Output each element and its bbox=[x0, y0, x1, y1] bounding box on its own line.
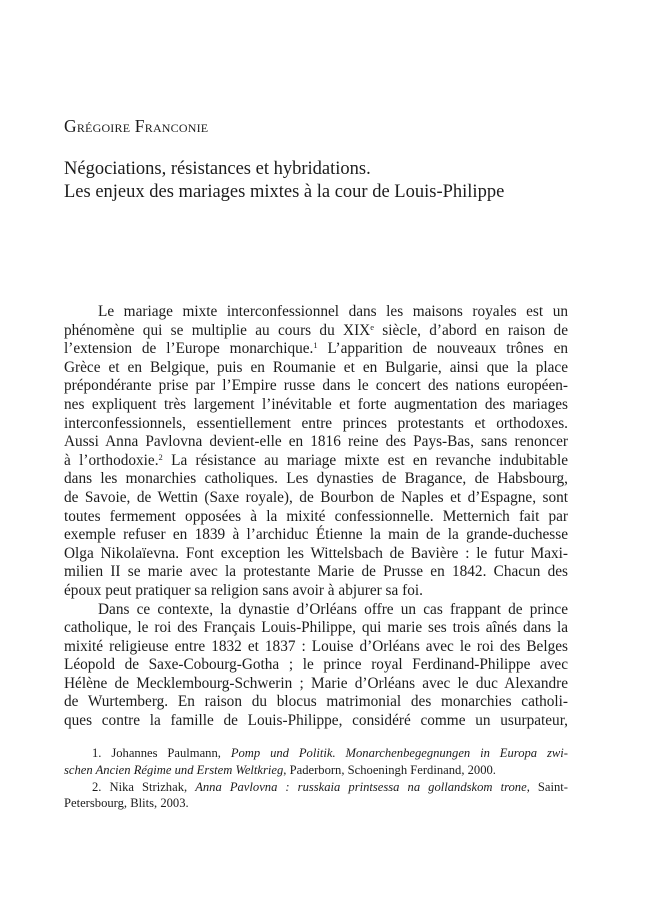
text-line: phénomène qui se multiplie au cours du XIXe siècle, d’abord en raison de bbox=[64, 321, 568, 339]
text-line: Dans ce contexte, la dynastie d’Orléans offre un cas frappant de prince bbox=[98, 600, 568, 618]
text-line: nes expliquent très largement l’inévitable et forte augmentation des mariages bbox=[64, 395, 568, 413]
footnote-1-cont: schen Ancien Régime und Erstem Weltkrieg, Paderborn, Schoeningh Ferdinand, 2000. bbox=[64, 762, 496, 777]
title-line-2: Les enjeux des mariages mixtes à la cour de Louis-Philippe bbox=[64, 182, 505, 202]
text-line: toutes fermement opposées à la mixité confessionnelle. Metternich fait par bbox=[64, 507, 568, 525]
footnote-2-cont: Petersbourg, Blits, 2003. bbox=[64, 796, 189, 811]
text-line: Grèce et en Belgique, puis en Roumanie et en Bulgarie, ainsi que la place bbox=[64, 358, 568, 376]
footnote-1: 1. Johannes Paulmann, Pomp und Politik. Monarchenbegegnungen in Europa zwi- bbox=[92, 746, 568, 760]
text-line: catholique, le roi des Français Louis-Philippe, qui marie ses trois aînés dans la bbox=[64, 619, 568, 637]
text-line: de Wurtemberg. En raison du blocus matrimonial des monarchies catholi- bbox=[64, 693, 568, 711]
text-line: Léopold de Saxe-Cobourg-Gotha ; le prince royal Ferdinand-Philippe avec bbox=[64, 656, 568, 674]
title-line-1: Négociations, résistances et hybridations. bbox=[64, 159, 371, 179]
superscript: e bbox=[370, 321, 374, 332]
footnotes bbox=[64, 745, 568, 812]
text-line: Hélène de Mecklembourg-Schwerin ; Marie d’Orléans avec le duc Alexandre bbox=[64, 674, 568, 692]
text-line: à l’orthodoxie.$^2$ La résistance au mariage mixte est en revanche indubitable bbox=[64, 451, 568, 469]
chapter-title bbox=[64, 158, 594, 204]
text-line: exemple refuser en 1839 à l’archiduc Étienne la main de la grande-duchesse bbox=[64, 526, 568, 544]
text-line: de Savoie, de Wettin (Saxe royale), de Bourbon de Naples et d’Espagne, sont bbox=[64, 488, 568, 506]
footnote-ref-2[interactable]: 2 bbox=[158, 451, 163, 462]
text-line: interconfessionnels, essentiellement entre princes protestants et orthodoxes. bbox=[64, 414, 568, 432]
text-line: ques contre la famille de Louis-Philippe, considéré comme un usurpateur, bbox=[64, 712, 568, 730]
text-line: Le mariage mixte interconfessionnel dans les maisons royales est un bbox=[98, 303, 568, 320]
text-line: Aussi Anna Pavlovna devient-elle en 1816 reine des Pays-Bas, sans renoncer bbox=[64, 433, 568, 451]
footnote-ref-1[interactable]: 1 bbox=[313, 340, 318, 351]
text-line: mixité religieuse entre 1832 et 1837 : Louise d’Orléans avec le roi des Belges bbox=[64, 637, 568, 655]
body-text bbox=[64, 303, 568, 731]
text-line: Olga Nikolaïevna. Font exception les Wittelsbach de Bavière : le futur Maxi- bbox=[64, 544, 568, 562]
text-line: prépondérante prise par l’Empire russe dans le concert des nations européen- bbox=[64, 377, 568, 395]
text-line: milien II se marie avec la protestante Marie de Prusse en 1842. Chacun des bbox=[64, 563, 568, 581]
author-name: Grégoire Franconie bbox=[64, 116, 209, 136]
text-line: époux peut pratiquer sa religion sans avoir à abjurer sa foi. bbox=[64, 581, 423, 599]
footnote-2: 2. Nika Strizhak, Anna Pavlovna : russkaia printsessa na gollandskom trone, Saint- bbox=[92, 779, 568, 794]
text-line: dans les monarchies catholiques. Les dynasties de Bragance, de Habsbourg, bbox=[64, 470, 568, 488]
text-line: l’extension de l’Europe monarchique.$^1$ L’apparition de nouveaux trônes en bbox=[64, 340, 569, 358]
